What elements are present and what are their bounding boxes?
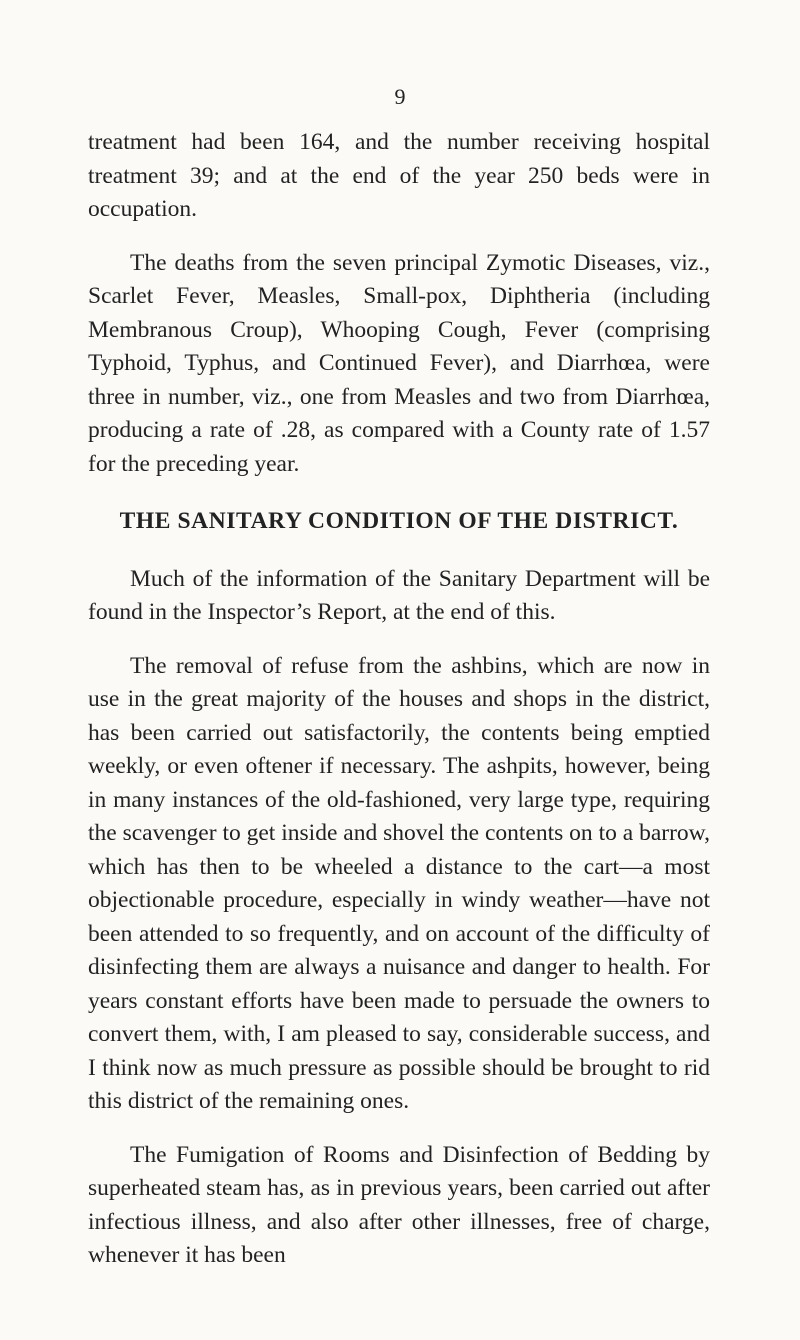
paragraph-hospital-treatment: treatment had been 164, and the number receiving hospital treatment 39; and at the end of the year 250 beds were in occupation. — [88, 129, 710, 222]
paragraph-zymotic-deaths: The deaths from the seven principal Zymotic Diseases, viz., Scarlet Fever, Measles, Small-pox, Diphtheria (including Membranous Croup), Whooping Cough, Fever (comprising Typhoid, Typhus, and Continued Fever), and Diarrhœa, were three in number, viz., one from Measles and two from Diarrhœa, producing a rate of .28, as compared with a County rate of 1.57 for the preceding year. — [88, 249, 710, 477]
paragraph-refuse-removal: The removal of refuse from the ashbins, which are now in use in the great majority of the houses and shops in the district, has been carried out satisfactorily, the contents being emptied weekly, or even oftener if necessary. The ashpits, however, being in many instances of the old-fashioned, very large type, requiring the scavenger to get inside and shovel the contents on to a barrow, which has then to be wheeled a distance to the cart—a most objectionable procedure, especially in windy weather—have not been attended to so frequently, and on account of the difficulty of disinfecting them are always a nuisance and danger to health. For years constant efforts have been made to persuade the owners to convert them, with, I am pleased to say, considerable success, and I think now as much pressure as possible should be brought to rid this district of the remaining ones. — [88, 652, 710, 1114]
page-number: 9 — [394, 84, 406, 109]
paragraph-fumigation: The Fumigation of Rooms and Disinfection of Bedding by superheated steam has, as in previous years, been carried out after infectious illness, and also after other illnesses, free of charge, whenever it has been — [88, 1141, 710, 1268]
body-text — [88, 126, 710, 1273]
paragraph-inspector-report: Much of the information of the Sanitary Department will be found in the Inspector’s Report, at the end of this. — [88, 565, 710, 625]
section-heading: THE SANITARY CONDITION OF THE DISTRICT. — [119, 508, 679, 534]
